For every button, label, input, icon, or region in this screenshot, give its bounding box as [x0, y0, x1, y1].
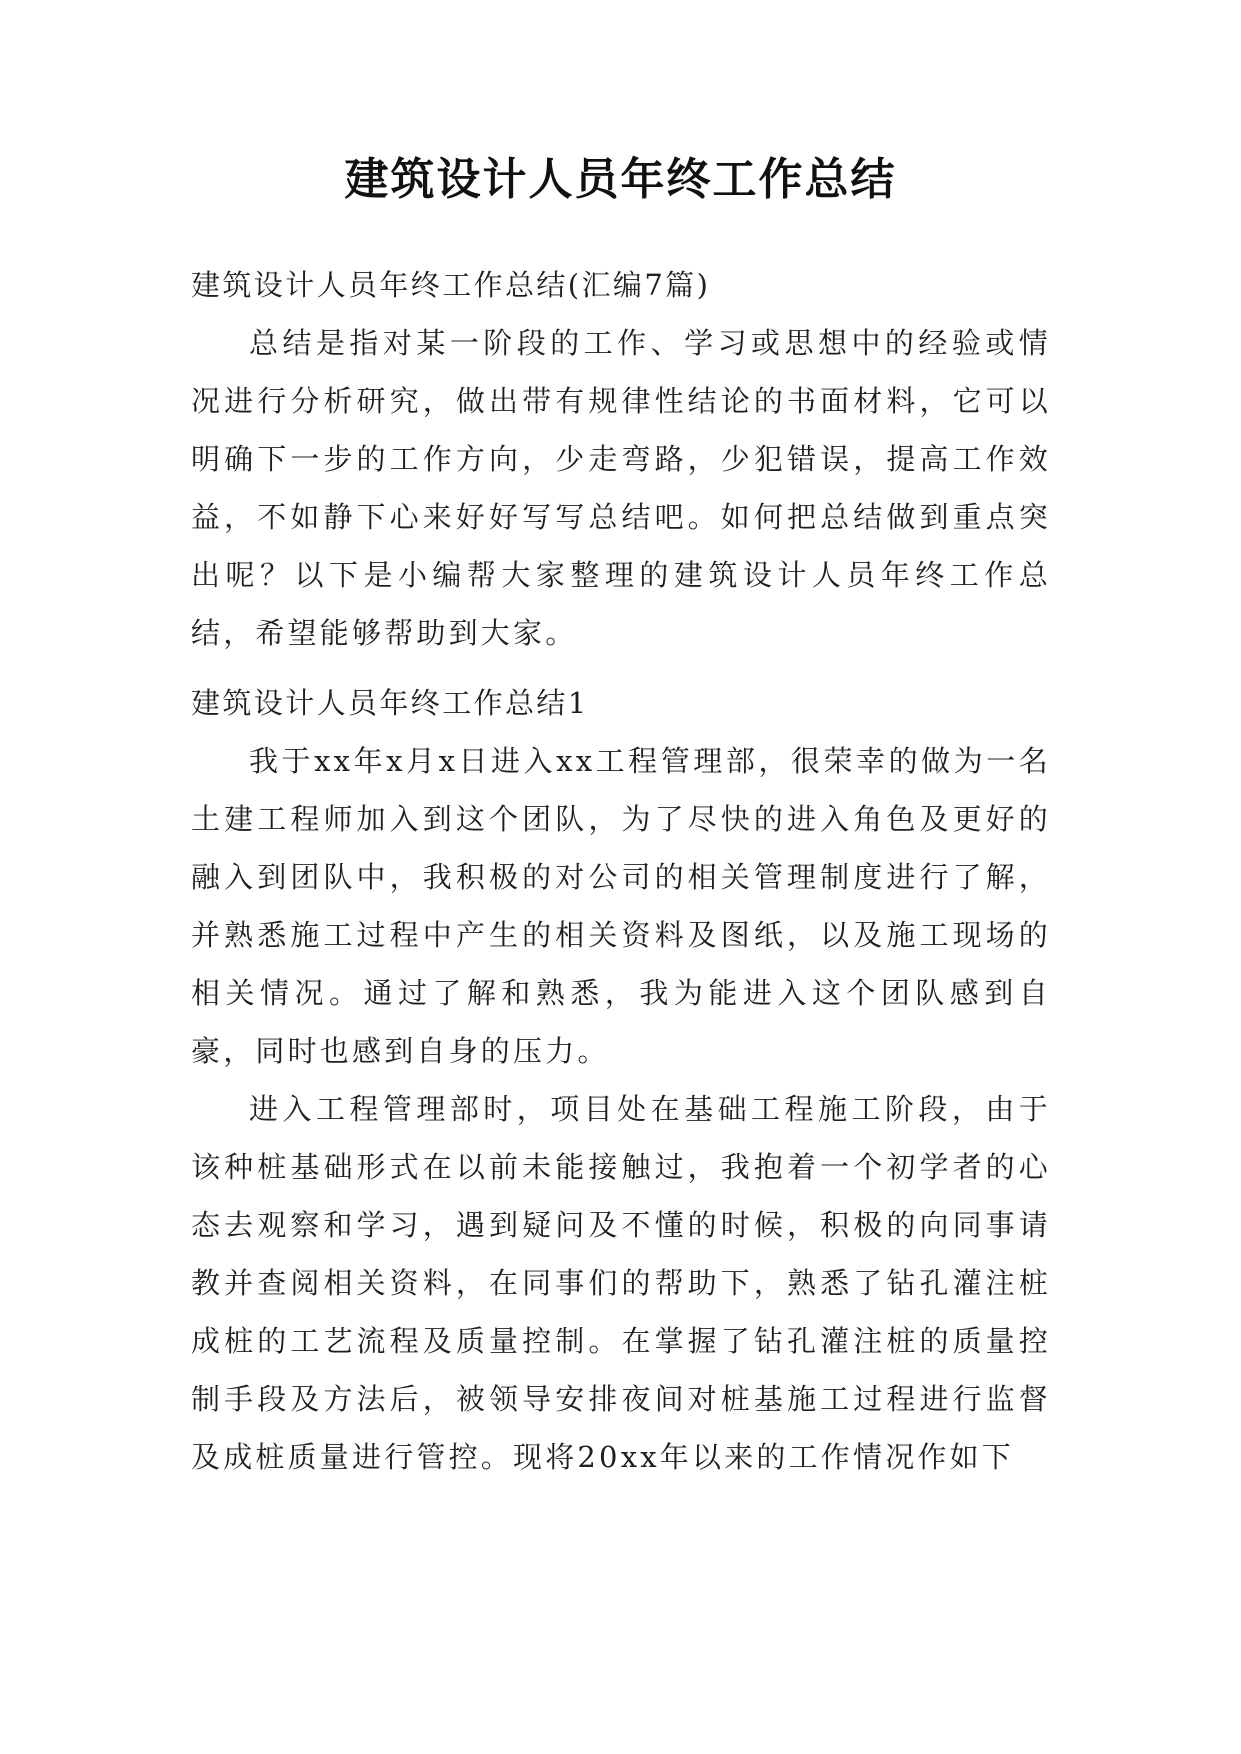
collection-heading: 建筑设计人员年终工作总结(汇编7篇) — [191, 268, 711, 302]
intro-section — [191, 314, 1051, 662]
section-1-paragraph: 我于xx年x月x日进入xx工程管理部，很荣幸的做为一名土建工程师加入到这个团队，为了尽快的进入角色及更好的融入到团队中，我积极的对公司的相关管理制度进行了解，并熟悉施工过程中产生的相关资料及图纸，以及施工现场的相关情况。通过了解和熟悉，我为能进入这个团队感到自豪，同时也感到自身的压力。 — [191, 744, 1051, 1068]
section-1-paragraph: 进入工程管理部时，项目处在基础工程施工阶段，由于该种桩基础形式在以前未能接触过，我抱着一个初学者的心态去观察和学习，遇到疑问及不懂的时候，积极的向同事请教并查阅相关资料，在同事们的帮助下，熟悉了钻孔灌注桩成桩的工艺流程及质量控制。在掌握了钻孔灌注桩的质量控制手段及方法后，被领导安排夜间对桩基施工过程进行监督及成桩质量进行管控。现将20xx年以来的工作情况作如下 — [191, 1092, 1051, 1474]
intro-paragraph: 总结是指对某一阶段的工作、学习或思想中的经验或情况进行分析研究，做出带有规律性结论的书面材料，它可以明确下一步的工作方向，少走弯路，少犯错误，提高工作效益，不如静下心来好好写写总结吧。如何把总结做到重点突出呢？以下是小编帮大家整理的建筑设计人员年终工作总结，希望能够帮助到大家。 — [191, 326, 1051, 650]
section-1-body — [191, 732, 1051, 1486]
document-title: 建筑设计人员年终工作总结 — [344, 154, 897, 205]
section-1-heading: 建筑设计人员年终工作总结1 — [191, 686, 589, 720]
